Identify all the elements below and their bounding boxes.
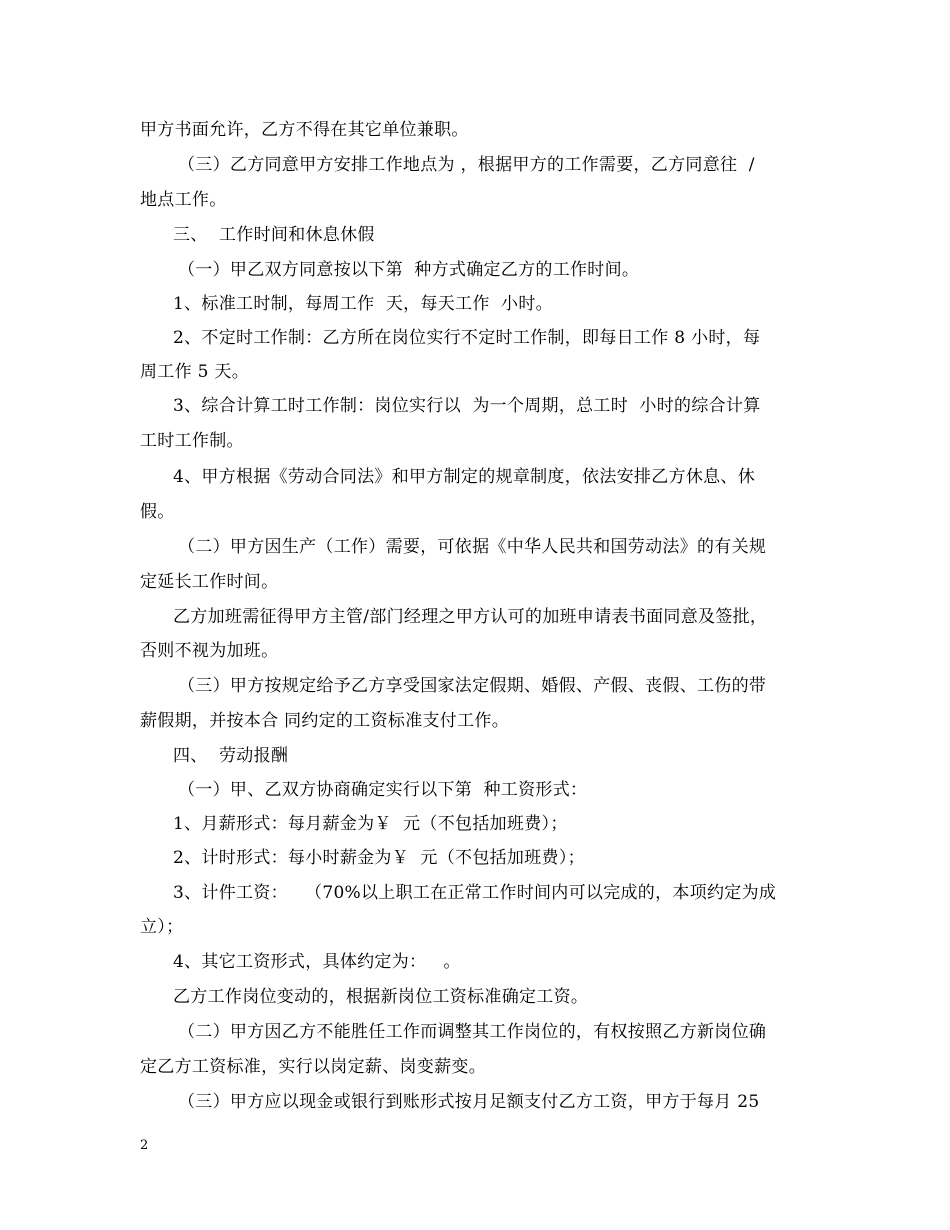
text-line: 否则不视为加班。 bbox=[140, 641, 279, 661]
text-line: 薪假期，并按本合 同约定的工资标准支付工作。 bbox=[140, 711, 510, 731]
text-line: 定延长工作时间。 bbox=[140, 572, 279, 592]
text-line: 定乙方工资标准，实行以岗定薪、岗变薪变。 bbox=[140, 1057, 486, 1077]
text-line: （二）甲方因乙方不能胜任工作而调整其工作岗位的，有权按照乙方新岗位确 bbox=[178, 1022, 767, 1042]
text-line: 1、标准工时制，每周工作 天，每天工作 小时。 bbox=[173, 294, 553, 314]
text-line: 假。 bbox=[140, 502, 175, 522]
page-number: 2 bbox=[140, 1138, 149, 1153]
text-line: （三）乙方同意甲方安排工作地点为 ，根据甲方的工作需要，乙方同意往 / bbox=[178, 155, 755, 175]
text-line: 3、综合计算工时工作制：岗位实行以 为一个周期，总工时 小时的综合计算 bbox=[173, 396, 761, 416]
text-line: （一）甲、乙双方协商确定实行以下第 种工资形式： bbox=[178, 780, 588, 800]
text-line: 4、甲方根据《劳动合同法》和甲方制定的规章制度，依法安排乙方休息、休 bbox=[173, 467, 756, 487]
text-line: 乙方工作岗位变动的，根据新岗位工资标准确定工资。 bbox=[173, 987, 589, 1007]
text-line: 周工作 5 天。 bbox=[140, 362, 250, 382]
text-line: （二）甲方因生产（工作）需要，可依据《中华人民共和国劳动法》的有关规 bbox=[178, 537, 767, 557]
section-heading: 三、 工作时间和休息休假 bbox=[173, 225, 375, 245]
text-line: 2、计时形式：每小时薪金为￥ 元（不包括加班费）； bbox=[173, 848, 585, 868]
text-line: 2、不定时工作制：乙方所在岗位实行不定时工作制，即每日工作 8 小时，每 bbox=[173, 328, 761, 348]
text-line: 工时工作制。 bbox=[140, 431, 244, 451]
text-line: 4、其它工资形式，具体约定为： 。 bbox=[173, 952, 461, 972]
section-heading: 四、 劳动报酬 bbox=[173, 746, 289, 766]
text-line: 甲方书面允许，乙方不得在其它单位兼职。 bbox=[140, 120, 469, 140]
text-line: 地点工作。 bbox=[140, 190, 227, 210]
text-line: 1、月薪形式：每月薪金为￥ 元（不包括加班费）； bbox=[173, 814, 568, 834]
text-line: 3、计件工资： （70%以上职工在正常工作时间内可以完成的，本项约定为成 bbox=[173, 883, 777, 903]
text-line: 立）； bbox=[140, 917, 184, 937]
text-line: （三）甲方应以现金或银行到账形式按月足额支付乙方工资，甲方于每月 25 bbox=[178, 1092, 760, 1112]
text-line: （一）甲乙双方同意按以下第 种方式确定乙方的工作时间。 bbox=[178, 260, 640, 280]
text-line: 乙方加班需征得甲方主管/部门经理之甲方认可的加班申请表书面同意及签批， bbox=[173, 607, 768, 627]
text-line: （三）甲方按规定给予乙方享受国家法定假期、婚假、产假、丧假、工伤的带 bbox=[178, 676, 767, 696]
